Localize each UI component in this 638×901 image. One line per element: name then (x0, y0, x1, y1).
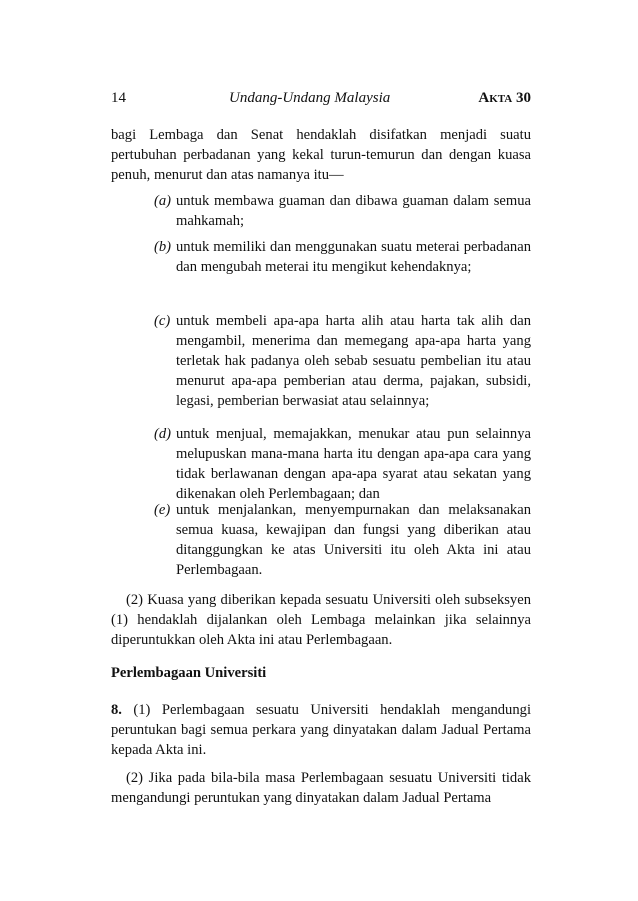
section-8-text: (1) Perlembagaan sesuatu Universiti hendaklah mengandungi peruntukan bagi semua perkara yang dinyatakan dalam Jadual Pertama kepada Akta ini. (111, 702, 531, 758)
item-label: (a) (154, 193, 172, 209)
header-act: Akta 30 (478, 90, 531, 106)
page-header (111, 88, 531, 110)
item-text: untuk menjual, memajakkan, menukar atau pun selainnya melupuskan mana-mana harta itu dengan apa-apa cara yang tidak berlawanan dengan apa-apa syarat atau sekatan yang dikenakan oleh Perlembagaan; dan (176, 426, 531, 502)
item-text: untuk membawa guaman dan dibawa guaman dalam semua mahkamah; (176, 193, 531, 229)
item-label: (b) (154, 239, 172, 255)
section-heading: Perlembagaan Universiti (111, 665, 267, 681)
section-8-2-text: (2) Jika pada bila-bila masa Perlembagaan sesuatu Universiti tidak mengandungi peruntukan yang dinyatakan dalam Jadual Pertama (111, 770, 531, 806)
item-label: (c) (154, 313, 171, 329)
subsection-2-paragraph (111, 590, 531, 650)
item-label: (e) (154, 502, 171, 518)
item-text: untuk membeli apa-apa harta alih atau harta tak alih dan mengambil, menerima dan memegang apa-apa harta yang terletak hak padanya oleh sebab sesuatu pembelian itu atau menurut apa-apa pemberian atau derma, pajakan, subsidi, legasi, pemberian berwasiat atau selainnya; (176, 313, 531, 409)
item-text: untuk memiliki dan menggunakan suatu meterai perbadanan dan mengubah meterai itu mengikut kehendaknya; (176, 239, 531, 275)
section-8-paragraph (111, 700, 531, 760)
section-8-2-paragraph (111, 768, 531, 808)
page-number: 14 (111, 90, 126, 106)
section-number: 8. (111, 702, 122, 718)
item-text: untuk menjalankan, menyempurnakan dan melaksanakan semua kuasa, kewajipan dan fungsi yang diberikan atau ditanggungkan ke atas Universiti itu oleh Akta ini atau Perlembagaan. (176, 502, 531, 578)
subsection-2-text: (2) Kuasa yang diberikan kepada sesuatu Universiti oleh subseksyen (1) hendaklah dijalankan oleh Lembaga melainkan jika selainnya diperuntukkan oleh Akta ini atau Perlembagaan. (111, 592, 531, 648)
item-label: (d) (154, 426, 172, 442)
intro-paragraph: bagi Lembaga dan Senat hendaklah disifatkan menjadi suatu pertubuhan perbadanan yang kekal turun-temurun dan dengan kuasa penuh, menurut dan atas namanya itu— (111, 127, 531, 183)
header-title: Undang-Undang Malaysia (229, 90, 391, 106)
